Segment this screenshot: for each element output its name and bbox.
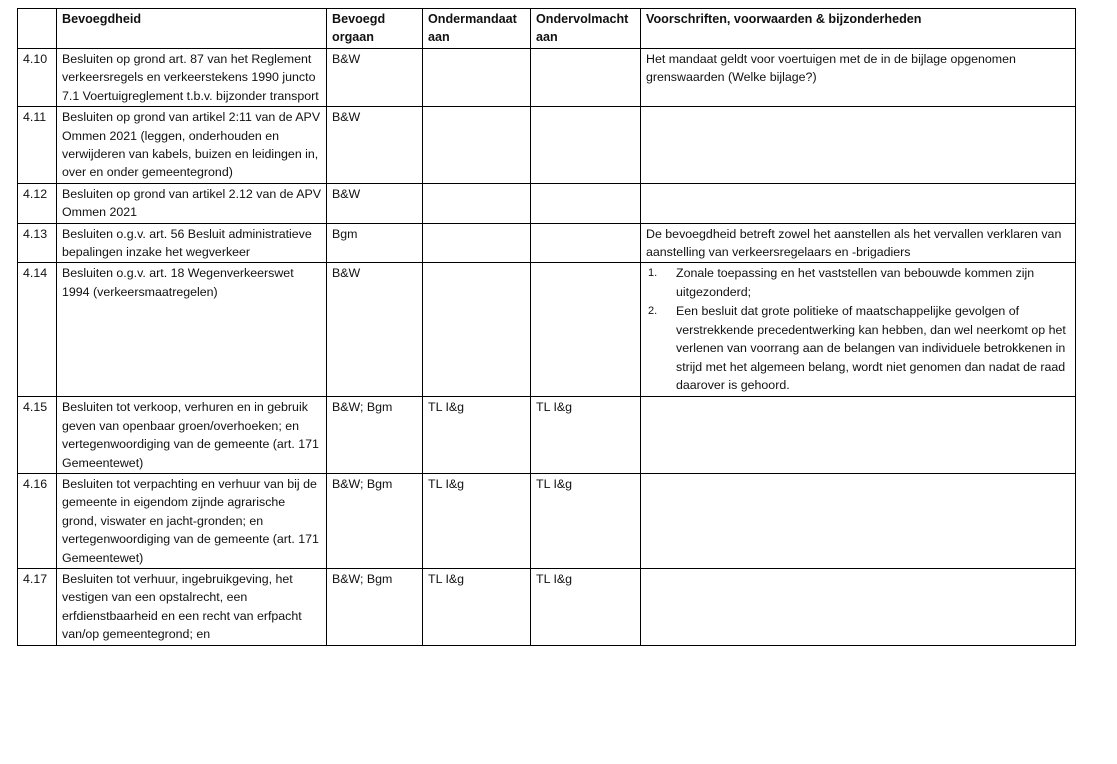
cell-voorschriften: Het mandaat geldt voor voertuigen met de in de bijlage opgenomen grenswaarden (Welke bijlage?) xyxy=(641,49,1076,107)
cell-ondermandaat: TL I&g xyxy=(423,473,531,568)
cell-bevoegdheid: Besluiten tot verhuur, ingebruikgeving, het vestigen van een opstalrecht, een erfdienstbaarheid en een recht van erfpacht van/op gemeentegrond; en xyxy=(57,568,327,645)
header-ondermandaat: Ondermandaat aan xyxy=(423,9,531,49)
cell-bevoegdheid: Besluiten o.g.v. art. 18 Wegenverkeerswet 1994 (verkeersmaatregelen) xyxy=(57,263,327,397)
header-num xyxy=(18,9,57,49)
cell-voorschriften: De bevoegdheid betreft zowel het aanstellen als het vervallen verklaren van aanstelling van verkeersregelaars en -brigadiers xyxy=(641,223,1076,263)
cell-ondermandaat: TL I&g xyxy=(423,568,531,645)
conditions-list xyxy=(646,264,1070,394)
cell-voorschriften xyxy=(641,183,1076,223)
row-number: 4.10 xyxy=(18,49,57,107)
row-number: 4.11 xyxy=(18,107,57,184)
cell-orgaan: B&W xyxy=(327,263,423,397)
cell-ondervolmacht xyxy=(531,183,641,223)
header-bevoegdheid: Bevoegdheid xyxy=(57,9,327,49)
cell-bevoegdheid: Besluiten op grond art. 87 van het Reglement verkeersregels en verkeerstekens 1990 juncto 7.1 Voertuigreglement t.b.v. bijzonder transport xyxy=(57,49,327,107)
cell-orgaan: Bgm xyxy=(327,223,423,263)
cell-bevoegdheid: Besluiten op grond van artikel 2.12 van de APV Ommen 2021 xyxy=(57,183,327,223)
table-row xyxy=(18,397,1076,474)
table-row xyxy=(18,568,1076,645)
cell-orgaan: B&W xyxy=(327,107,423,184)
list-item-text: Zonale toepassing en het vaststellen van bebouwde kommen zijn uitgezonderd; xyxy=(676,266,1035,299)
cell-ondermandaat xyxy=(423,49,531,107)
cell-voorschriften xyxy=(641,397,1076,474)
header-row xyxy=(18,9,1076,49)
cell-orgaan: B&W xyxy=(327,183,423,223)
list-item xyxy=(646,302,1070,394)
cell-ondermandaat xyxy=(423,263,531,397)
table-row xyxy=(18,223,1076,263)
row-number: 4.12 xyxy=(18,183,57,223)
cell-voorschriften xyxy=(641,473,1076,568)
list-marker: 2. xyxy=(648,305,658,318)
cell-orgaan: B&W; Bgm xyxy=(327,473,423,568)
row-number: 4.17 xyxy=(18,568,57,645)
list-item-text: Een besluit dat grote politieke of maatschappelijke gevolgen of verstrekkende precedentwerking kan hebben, dan wel neerkomt op het verlenen van voorrang aan de belangen van individuele betrokkenen in strijd met het algemeen belang, wordt niet genomen dan nadat de raad daarover is gehoord. xyxy=(676,304,1066,392)
cell-bevoegdheid: Besluiten tot verkoop, verhuren en in gebruik geven van openbaar groen/overhoeken; en vertegenwoordiging van de gemeente (art. 171 Gemeentewet) xyxy=(57,397,327,474)
cell-ondervolmacht: TL I&g xyxy=(531,397,641,474)
header-bevoegd-orgaan: Bevoegd orgaan xyxy=(327,9,423,49)
cell-voorschriften xyxy=(641,568,1076,645)
cell-ondermandaat xyxy=(423,183,531,223)
cell-ondermandaat xyxy=(423,223,531,263)
cell-voorschriften xyxy=(641,263,1076,397)
cell-bevoegdheid: Besluiten tot verpachting en verhuur van bij de gemeente in eigendom zijnde agrarische grond, viswater en jacht-gronden; en vertegenwoordiging van de gemeente (art. 171 Gemeentewet) xyxy=(57,473,327,568)
cell-orgaan: B&W; Bgm xyxy=(327,397,423,474)
cell-ondervolmacht: TL I&g xyxy=(531,473,641,568)
row-number: 4.13 xyxy=(18,223,57,263)
cell-orgaan: B&W xyxy=(327,49,423,107)
table-row xyxy=(18,263,1076,397)
cell-ondervolmacht xyxy=(531,107,641,184)
cell-bevoegdheid: Besluiten o.g.v. art. 56 Besluit administratieve bepalingen inzake het wegverkeer xyxy=(57,223,327,263)
list-marker: 1. xyxy=(648,267,658,280)
cell-ondervolmacht xyxy=(531,223,641,263)
mandate-table xyxy=(17,8,1076,646)
table-row xyxy=(18,49,1076,107)
cell-ondermandaat xyxy=(423,107,531,184)
table-row xyxy=(18,107,1076,184)
row-number: 4.14 xyxy=(18,263,57,397)
cell-bevoegdheid: Besluiten op grond van artikel 2:11 van de APV Ommen 2021 (leggen, onderhouden en verwijderen van kabels, buizen en leidingen in, over en onder gemeentegrond) xyxy=(57,107,327,184)
list-item xyxy=(646,264,1070,301)
cell-ondervolmacht xyxy=(531,49,641,107)
cell-ondermandaat: TL I&g xyxy=(423,397,531,474)
table-row xyxy=(18,183,1076,223)
header-voorschriften: Voorschriften, voorwaarden & bijzonderheden xyxy=(641,9,1076,49)
cell-orgaan: B&W; Bgm xyxy=(327,568,423,645)
cell-voorschriften xyxy=(641,107,1076,184)
cell-ondervolmacht: TL I&g xyxy=(531,568,641,645)
cell-ondervolmacht xyxy=(531,263,641,397)
row-number: 4.16 xyxy=(18,473,57,568)
table-row xyxy=(18,473,1076,568)
header-ondervolmacht: Ondervolmacht aan xyxy=(531,9,641,49)
row-number: 4.15 xyxy=(18,397,57,474)
